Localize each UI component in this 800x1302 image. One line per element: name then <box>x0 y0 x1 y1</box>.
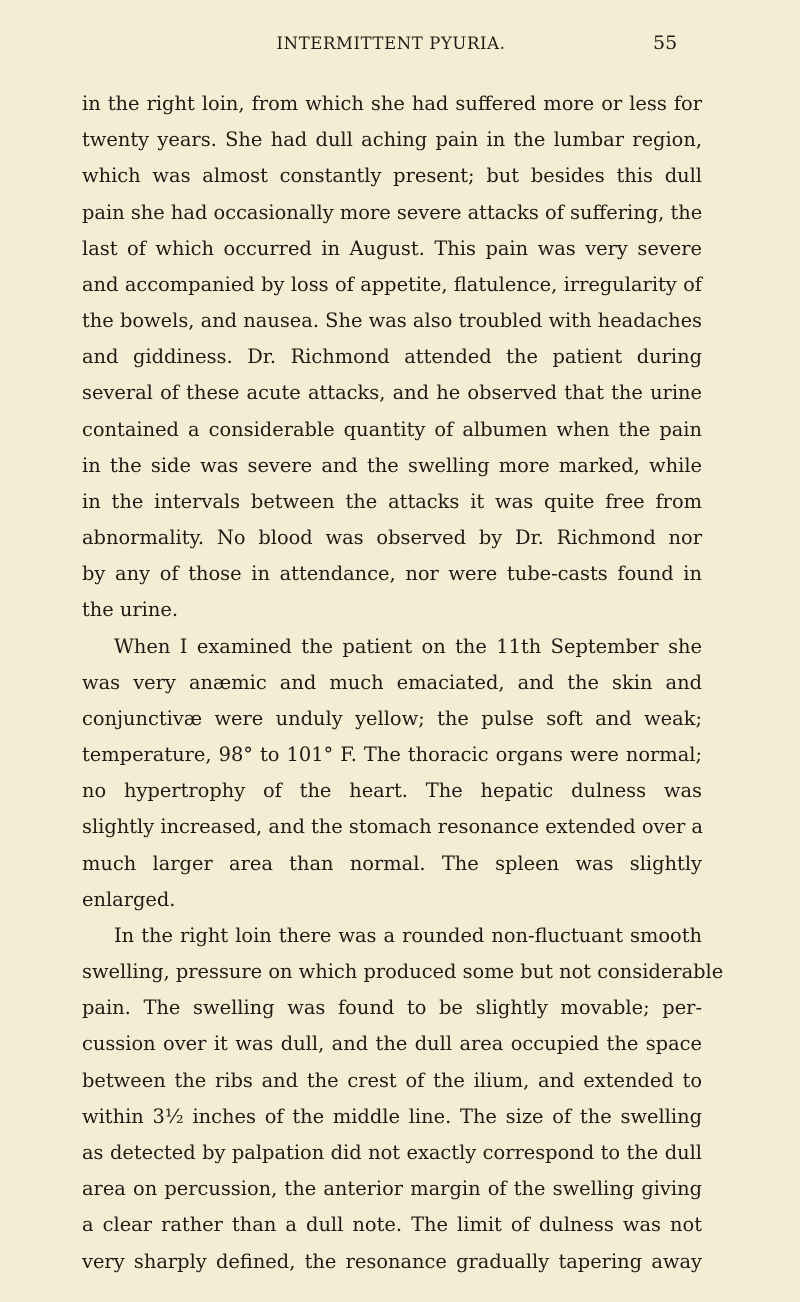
text-line: abnormality. No blood was observed by Dr. Richmond nor <box>82 526 702 550</box>
text-line: pain. The swelling was found to be slightly movable; per- <box>82 996 702 1020</box>
text-line: between the ribs and the crest of the ilium, and extended to <box>82 1068 702 1092</box>
text-line: pain she had occasionally more severe attacks of suffering, the <box>82 200 703 224</box>
text-line: by any of those in attendance, nor were tube-casts found in <box>82 562 702 586</box>
text-line: in the right loin, from which she had suffered more or less for <box>82 92 702 115</box>
text-line: and giddiness. Dr. Richmond attended the patient during <box>82 345 702 369</box>
body-text <box>82 86 724 1280</box>
text-line: as detected by palpation did not exactly correspond to the dull <box>82 1140 702 1164</box>
text-line: cussion over it was dull, and the dull area occupied the space <box>82 1032 702 1056</box>
running-title: INTERMITTENT PYURIA. <box>276 34 506 53</box>
paragraph-end-line: enlarged. <box>82 887 176 911</box>
text-line: temperature, 98° to 101° F. The thoracic organs were normal; <box>82 743 702 767</box>
text-line: twenty years. She had dull aching pain in the lumbar region, <box>82 128 702 152</box>
text-line: in the intervals between the attacks it was quite free from <box>82 489 702 513</box>
text-line: several of these acute attacks, and he observed that the urine <box>82 381 702 405</box>
text-line: slightly increased, and the stomach resonance extended over a <box>82 815 703 839</box>
text-line: contained a considerable quantity of albumen when the pain <box>82 417 702 441</box>
text-line: in the side was severe and the swelling more marked, while <box>82 453 702 477</box>
paragraph-start-line: In the right loin there was a rounded non-fluctuant smooth <box>114 923 702 947</box>
text-line: conjunctivæ were unduly yellow; the pulse soft and weak; <box>82 706 702 730</box>
text-line: much larger area than normal. The spleen was slightly <box>82 851 702 875</box>
text-line: area on percussion, the anterior margin of the swelling giving <box>82 1177 702 1201</box>
text-line: swelling, pressure on which produced some but not considerable <box>82 960 724 984</box>
text-line: which was almost constantly present; but besides this dull <box>82 164 702 188</box>
text-line: the bowels, and nausea. She was also troubled with headaches <box>82 309 702 333</box>
text-line: was very anæmic and much emaciated, and the skin and <box>82 670 702 694</box>
text-line: within 3½ inches of the middle line. The size of the swelling <box>82 1104 702 1128</box>
page-number: 55 <box>653 32 678 54</box>
paragraph-start-line: When I examined the patient on the 11th September she <box>114 634 702 658</box>
text-line: last of which occurred in August. This pain was very severe <box>82 236 702 260</box>
text-line: very sharply defined, the resonance gradually tapering away <box>82 1249 702 1273</box>
text-line: no hypertrophy of the heart. The hepatic dulness was <box>82 779 702 803</box>
text-line: a clear rather than a dull note. The limit of dulness was not <box>82 1213 702 1237</box>
paragraph-end-line: the urine. <box>82 598 179 622</box>
text-line: and accompanied by loss of appetite, flatulence, irregularity of <box>82 272 702 296</box>
